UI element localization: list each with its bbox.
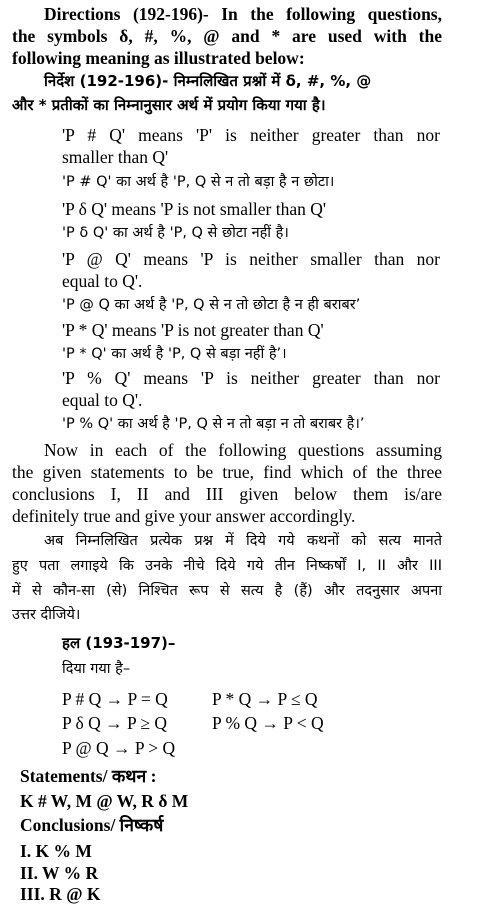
instructions-line-2: the given statements to be true, find which of the three bbox=[12, 462, 442, 482]
solution-heading: हल (193-197)– bbox=[62, 634, 176, 652]
meaning-star-hi: 'P * Q' का अर्थ है 'P, Q से बड़ा नहीं है’। bbox=[62, 346, 287, 362]
directions-line-1: Directions (192-196)- In the following questions, bbox=[44, 4, 442, 24]
instructions-hindi-line-2: हुए पता लगाइये कि उनके नीचे दिये गये तीन निष्कर्षों I, II और III bbox=[12, 558, 442, 574]
rule-hash: P # Q → P = Q bbox=[62, 689, 168, 709]
rule-at: P @ Q → P > Q bbox=[62, 738, 176, 758]
instructions-line-1: Now in each of the following questions assuming bbox=[44, 440, 442, 460]
rule-percent: P % Q → P < Q bbox=[212, 713, 324, 733]
directions-line-2: the symbols δ, #, %, @ and * are used with the bbox=[12, 26, 442, 46]
directions-hindi-line-1: निर्देश (192-196)- निम्नलिखित प्रश्नों में δ, #, %, @ bbox=[44, 72, 372, 90]
statements-label: Statements/ कथन : bbox=[20, 766, 157, 786]
meaning-delta-hi: 'P δ Q' का अर्थ है 'P, Q से छोटा नहीं है। bbox=[62, 225, 289, 241]
rule-delta: P δ Q → P ≥ Q bbox=[62, 713, 168, 733]
instructions-hindi-line-4: उत्तर दीजिये। bbox=[12, 607, 81, 623]
meaning-star-en: 'P * Q' means 'P is not greater than Q' bbox=[62, 320, 324, 340]
instructions-hindi-line-1: अब निम्नलिखित प्रत्येक प्रश्न में दिये गये कथनों को सत्य मानते bbox=[44, 533, 442, 549]
meaning-hash-hi: 'P # Q' का अर्थ है 'P, Q से न तो बड़ा है न छोटा। bbox=[62, 174, 335, 190]
meaning-percent-en-2: equal to Q'. bbox=[62, 390, 143, 410]
meaning-percent-en-1: 'P % Q' means 'P is neither greater than nor bbox=[62, 368, 440, 388]
conclusion-2: II. W % R bbox=[20, 863, 99, 883]
meaning-at-en-1: 'P @ Q' means 'P is neither smaller than nor bbox=[62, 249, 440, 269]
meaning-at-hi: 'P @ Q का अर्थ है 'P, Q से न तो छोटा है न ही बराबर’ bbox=[62, 297, 361, 313]
rule-star: P * Q → P ≤ Q bbox=[212, 689, 318, 709]
directions-line-3: following meaning as illustrated below: bbox=[12, 48, 305, 68]
conclusions-label: Conclusions/ निष्कर्ष bbox=[20, 815, 164, 835]
meaning-hash-en-2: smaller than Q' bbox=[62, 147, 169, 167]
meaning-delta-en: 'P δ Q' means 'P is not smaller than Q' bbox=[62, 199, 327, 219]
meaning-at-en-2: equal to Q'. bbox=[62, 271, 143, 291]
conclusion-1: I. K % M bbox=[20, 841, 92, 861]
solution-given: दिया गया है– bbox=[62, 661, 131, 677]
meaning-hash-en-1: 'P # Q' means 'P' is neither greater than nor bbox=[62, 125, 440, 145]
instructions-line-3: conclusions I, II and III given below them is/are bbox=[12, 484, 442, 504]
instructions-hindi-line-3: में से कौन-सा (से) निश्चित रूप से सत्य है (हैं) और तदनुसार अपना bbox=[12, 583, 442, 599]
statements-text: K # W, M @ W, R δ M bbox=[20, 791, 189, 811]
meaning-percent-hi: 'P % Q' का अर्थ है 'P, Q से न तो बड़ा न तो बराबर है।’ bbox=[62, 416, 365, 432]
conclusion-3: III. R @ K bbox=[20, 884, 101, 904]
directions-hindi-line-2: और * प्रतीकों का निम्नानुसार अर्थ में प्रयोग किया गया है। bbox=[12, 96, 326, 114]
instructions-line-4: definitely true and give your answer accordingly. bbox=[12, 506, 356, 526]
